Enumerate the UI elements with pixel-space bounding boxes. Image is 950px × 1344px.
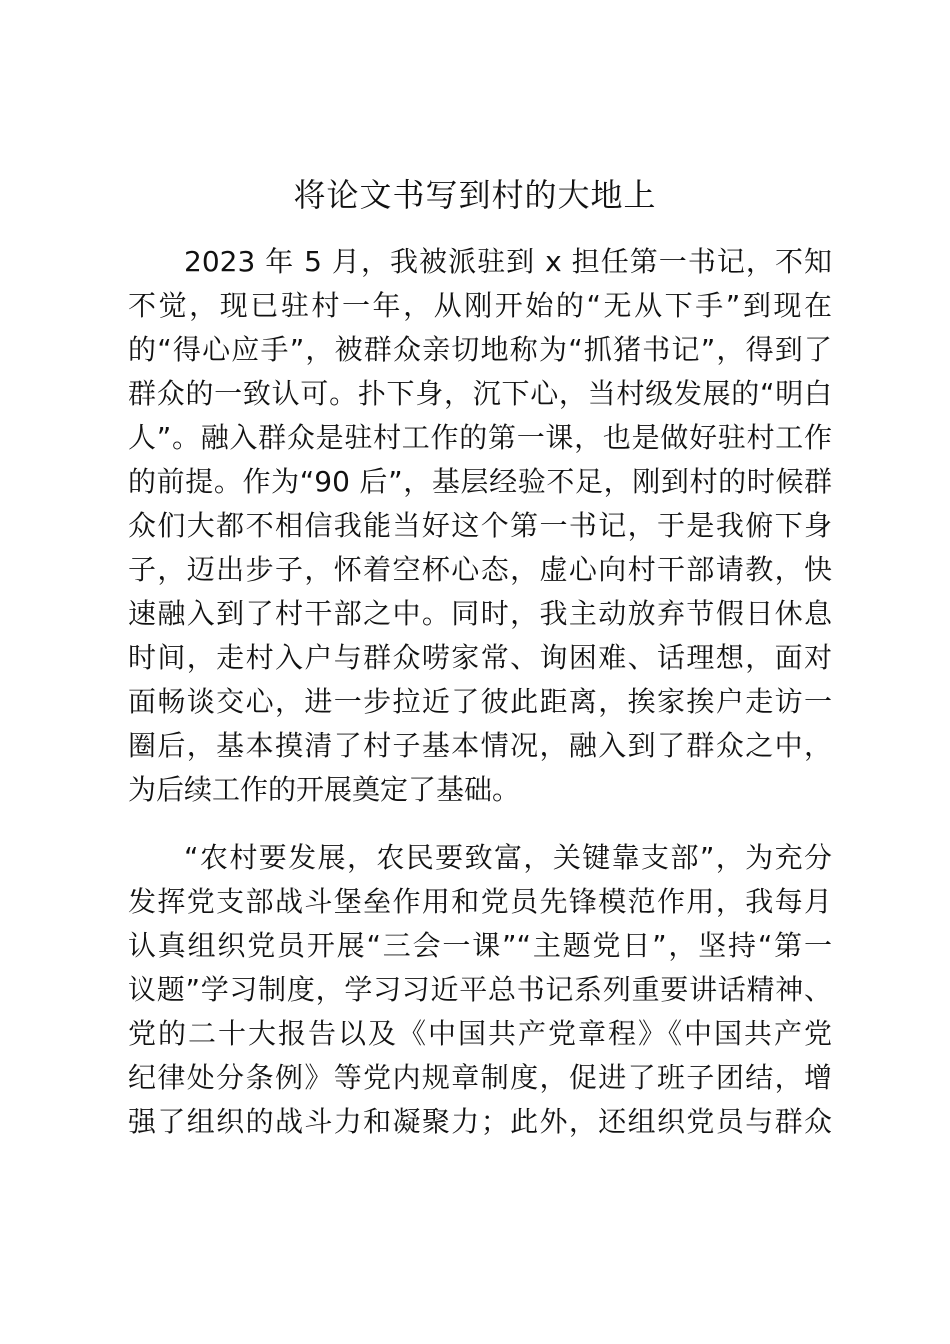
document-title: 将论文书写到村的大地上	[293, 176, 657, 214]
paragraph-line: 群众的一致认可。扑下身，沉下心，当村级发展的“明白	[128, 377, 832, 410]
paragraph-line: 纪律处分条例》等党内规章制度，促进了班子团结，增	[128, 1061, 832, 1094]
paragraph-line: 议题”学习制度，学习习近平总书记系列重要讲话精神、	[128, 973, 832, 1006]
paragraph-line: 圈后，基本摸清了村子基本情况，融入到了群众之中，	[128, 729, 832, 762]
paragraph-line: 强了组织的战斗力和凝聚力；此外，还组织党员与群众	[128, 1105, 832, 1138]
paragraph-line: 的“得心应手”，被群众亲切地称为“抓猪书记”，得到了	[128, 333, 832, 366]
paragraph-line: 发挥党支部战斗堡垒作用和党员先锋模范作用，我每月	[128, 885, 832, 918]
paragraph-line: 人”。融入群众是驻村工作的第一课，也是做好驻村工作	[128, 421, 832, 454]
paragraph-line: 认真组织党员开展“三会一课”“主题党日”，坚持“第一	[128, 929, 832, 962]
paragraph-line: 速融入到了村干部之中。同时，我主动放弃节假日休息	[128, 597, 832, 630]
paragraph-line: 众们大都不相信我能当好这个第一书记，于是我俯下身	[128, 509, 832, 542]
paragraph-line: 面畅谈交心，进一步拉近了彼此距离，挨家挨户走访一	[128, 685, 832, 718]
paragraph-line: 为后续工作的开展奠定了基础。	[128, 773, 521, 806]
paragraph-line: “农村要发展，农民要致富，关键靠支部”，为充分	[184, 841, 832, 874]
paragraph-line: 子，迈出步子，怀着空杯心态，虚心向村干部请教，快	[128, 553, 832, 586]
paragraph-line: 不觉，现已驻村一年，从刚开始的“无从下手”到现在	[128, 289, 832, 322]
paragraph-2	[128, 836, 832, 1144]
paragraph-1	[128, 240, 832, 812]
paragraph-line: 的前提。作为“90 后”，基层经验不足，刚到村的时候群	[128, 465, 832, 498]
paragraph-line: 时间，走村入户与群众唠家常、询困难、话理想，面对	[128, 641, 832, 674]
paragraph-line: 2023 年 5 月，我被派驻到 x 担任第一书记，不知	[184, 245, 832, 278]
paragraph-line: 党的二十大报告以及《中国共产党章程》《中国共产党	[128, 1017, 832, 1050]
